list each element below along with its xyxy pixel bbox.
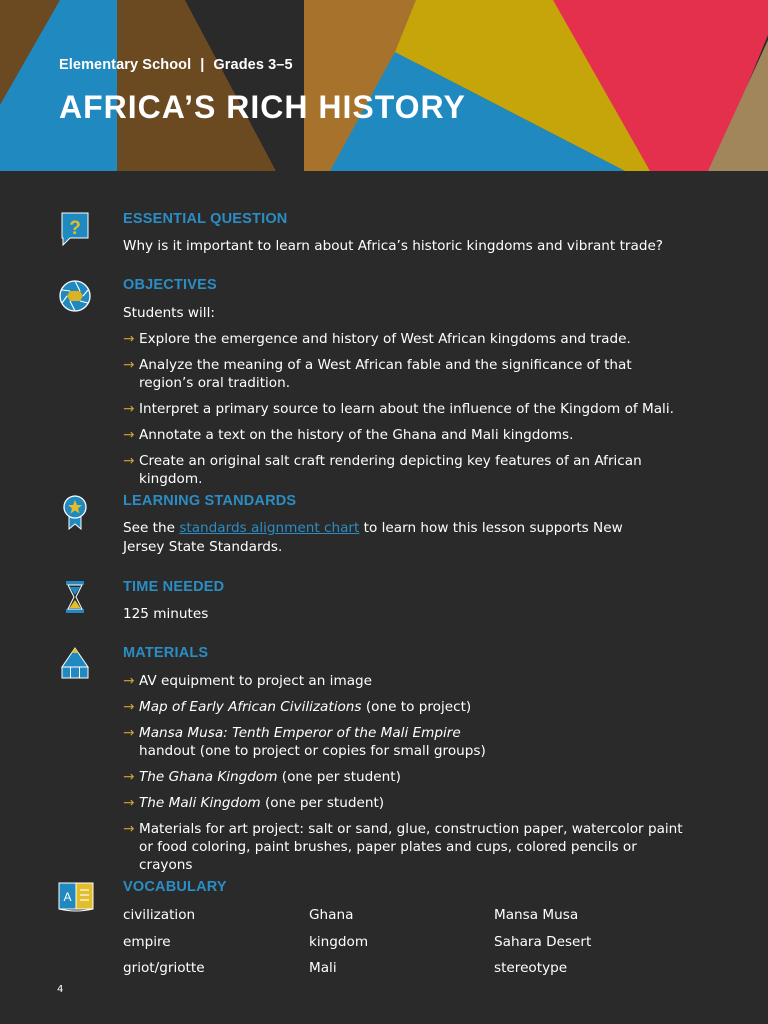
material-text: (one per student) — [277, 769, 401, 785]
objective-text: Analyze the meaning of a West African fable and the significance of that region’s oral tradition. — [139, 357, 632, 391]
material-item — [123, 768, 693, 786]
kicker-separator: | — [200, 57, 205, 73]
standards-text-before: See the — [123, 520, 180, 536]
learning-standards-heading: LEARNING STANDARDS — [123, 493, 297, 509]
objective-text: Create an original salt craft rendering depicting key features of an African kingdom. — [139, 453, 642, 487]
standards-alignment-link[interactable]: standards alignment chart — [179, 520, 360, 536]
hourglass-icon — [57, 579, 93, 615]
material-text: handout (one to project or copies for small groups) — [139, 743, 486, 759]
materials-heading: MATERIALS — [123, 645, 209, 661]
vocab-term: Mansa Musa — [494, 907, 579, 923]
grade-range: Grades 3–5 — [213, 57, 293, 73]
standards-text-after: to learn how this lesson supports New Jersey State Standards. — [123, 520, 623, 555]
material-title: The Ghana Kingdom — [139, 769, 278, 785]
material-text: Materials for art project: salt or sand, glue, construction paper, watercolor paint or food coloring, paint brushes, paper plates and cups, colored pencils or crayons — [139, 821, 683, 873]
objective-text: Interpret a primary source to learn about the influence of the Kingdom of Mali. — [139, 401, 674, 417]
arrow-right-icon: → — [123, 821, 135, 837]
objective-item — [123, 426, 693, 444]
objective-item — [123, 400, 693, 418]
material-item — [123, 794, 693, 812]
objective-item — [123, 356, 661, 392]
vocab-term: kingdom — [309, 934, 369, 950]
svg-text:A: A — [63, 890, 72, 904]
material-item — [123, 672, 693, 690]
school-level: Elementary School — [59, 57, 192, 73]
material-title: Mansa Musa: Tenth Emperor of the Mali Empire — [139, 725, 461, 741]
vocabulary-heading: VOCABULARY — [123, 879, 227, 895]
material-item — [123, 820, 684, 874]
arrow-right-icon: → — [123, 725, 135, 741]
vocab-term: Sahara Desert — [494, 934, 592, 950]
vocab-term: stereotype — [494, 960, 568, 976]
award-ribbon-icon — [57, 494, 93, 530]
pencil-tip-icon — [57, 645, 93, 681]
material-text: (one to project) — [361, 699, 472, 715]
objectives-list — [123, 330, 693, 496]
essential-question-heading: ESSENTIAL QUESTION — [123, 211, 288, 227]
time-needed-heading: TIME NEEDED — [123, 579, 225, 595]
objective-item — [123, 330, 693, 348]
objective-text: Explore the emergence and history of West African kingdoms and trade. — [139, 331, 631, 347]
header-banner — [0, 0, 768, 171]
time-needed-text: 125 minutes — [123, 606, 209, 622]
vocab-term: Ghana — [309, 907, 354, 923]
objectives-heading: OBJECTIVES — [123, 277, 217, 293]
arrow-right-icon: → — [123, 769, 135, 785]
page-number: 4 — [57, 984, 64, 995]
vocab-term: civilization — [123, 907, 196, 923]
geometric-banner-art — [0, 0, 768, 171]
arrow-right-icon: → — [123, 673, 135, 689]
objectives-intro: Students will: — [123, 305, 215, 321]
materials-list — [123, 672, 693, 882]
page-title: AFRICA’S RICH HISTORY — [59, 89, 466, 125]
arrow-right-icon: → — [123, 331, 135, 347]
material-title: The Mali Kingdom — [139, 795, 261, 811]
arrow-right-icon: → — [123, 453, 135, 469]
material-item — [123, 698, 693, 716]
material-title: Map of Early African Civilizations — [139, 699, 362, 715]
material-text: (one per student) — [260, 795, 385, 811]
essential-question-text: Why is it important to learn about Africa’s historic kingdoms and vibrant trade? — [123, 238, 664, 254]
arrow-right-icon: → — [123, 357, 135, 373]
objective-text: Annotate a text on the history of the Ghana and Mali kingdoms. — [139, 427, 574, 443]
learning-standards-text — [123, 519, 663, 557]
open-book-icon — [57, 879, 95, 915]
material-text: AV equipment to project an image — [139, 673, 373, 689]
aperture-icon — [57, 278, 93, 314]
question-bubble-icon — [57, 211, 93, 247]
vocab-term: Mali — [309, 960, 337, 976]
svg-text:?: ? — [69, 218, 81, 239]
arrow-right-icon: → — [123, 427, 135, 443]
objective-item — [123, 452, 693, 488]
vocab-term: griot/griotte — [123, 960, 205, 976]
grade-level-kicker — [59, 57, 293, 73]
material-item — [123, 724, 519, 760]
arrow-right-icon: → — [123, 401, 135, 417]
vocab-term: empire — [123, 934, 171, 950]
arrow-right-icon: → — [123, 699, 135, 715]
arrow-right-icon: → — [123, 795, 135, 811]
